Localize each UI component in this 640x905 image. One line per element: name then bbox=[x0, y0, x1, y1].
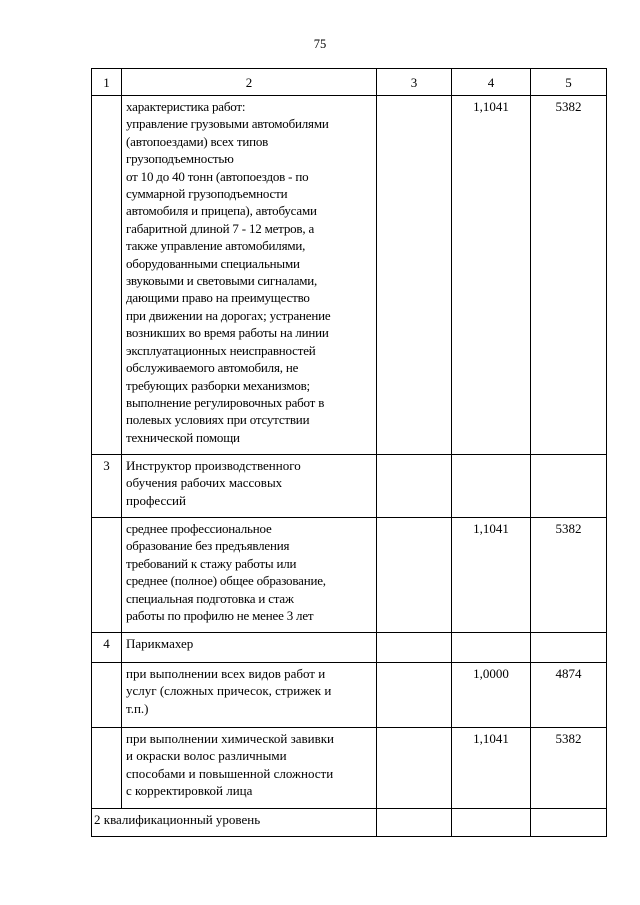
qualification-level-row bbox=[92, 809, 607, 837]
header-cell-4: 4 bbox=[452, 69, 531, 96]
table-row bbox=[92, 455, 607, 518]
row-salary: 5382 bbox=[531, 518, 607, 633]
header-cell-5: 5 bbox=[531, 69, 607, 96]
row-number bbox=[92, 728, 122, 809]
row-col3 bbox=[377, 518, 452, 633]
row-description bbox=[122, 518, 377, 633]
row-description bbox=[122, 455, 377, 518]
table-row bbox=[92, 518, 607, 633]
description-text: при выполнении химической завивки и окраски волос различными способами и повышенной сложности с корректировкой лица bbox=[126, 731, 334, 799]
row-coefficient: 1,1041 bbox=[452, 728, 531, 809]
row-number bbox=[92, 663, 122, 728]
description-text: Инструктор производственного обучения рабочих массовых профессий bbox=[126, 458, 301, 508]
row-salary: 5382 bbox=[531, 96, 607, 455]
salary-table bbox=[91, 68, 607, 837]
row-salary: 4874 bbox=[531, 663, 607, 728]
row-number: 3 bbox=[92, 455, 122, 518]
table-row bbox=[92, 663, 607, 728]
row-col3 bbox=[377, 663, 452, 728]
description-text: Парикмахер bbox=[126, 636, 194, 651]
row-coefficient: 1,1041 bbox=[452, 96, 531, 455]
row-col3 bbox=[377, 455, 452, 518]
row-coefficient bbox=[452, 633, 531, 663]
row-col4 bbox=[452, 809, 531, 837]
row-salary bbox=[531, 455, 607, 518]
row-number bbox=[92, 96, 122, 455]
table-row bbox=[92, 96, 607, 455]
row-col5 bbox=[531, 809, 607, 837]
row-description bbox=[122, 663, 377, 728]
row-col3 bbox=[377, 809, 452, 837]
header-cell-2: 2 bbox=[122, 69, 377, 96]
row-salary: 5382 bbox=[531, 728, 607, 809]
description-text: при выполнении всех видов работ и услуг (сложных причесок, стрижек и т.п.) bbox=[126, 666, 332, 716]
table-row bbox=[92, 633, 607, 663]
row-col3 bbox=[377, 728, 452, 809]
description-text: характеристика работ: управление грузовыми автомобилями (автопоездами) всех типов грузоподъемностью от 10 до 40 тонн (автопоездов - по суммарной грузоподъемности автомобиля и прицепа), автобусами габаритной длиной 7 - 12 метров, а также управление автомобилями, оборудованными специальными звуковыми и световыми сигналами, дающими право на преимущество при движении на дорогах; устранение возникших во время работы на линии эксплуатационных неисправностей обслуживаемого автомобиля, не требующих разборки механизмов; выполнение регулировочных работ в полевых условиях при отсутствии технической помощи bbox=[126, 99, 331, 445]
description-text: среднее профессиональное образование без предъявления требований к стажу работы или среднее (полное) общее образование, специальная подготовка и стаж работы по профилю не менее 3 лет bbox=[126, 521, 326, 624]
row-description bbox=[122, 633, 377, 663]
header-cell-3: 3 bbox=[377, 69, 452, 96]
qualification-level-label: 2 квалификационный уровень bbox=[92, 809, 377, 837]
row-col3 bbox=[377, 633, 452, 663]
row-description bbox=[122, 96, 377, 455]
row-number: 4 bbox=[92, 633, 122, 663]
row-salary bbox=[531, 633, 607, 663]
header-cell-1: 1 bbox=[92, 69, 122, 96]
row-description bbox=[122, 728, 377, 809]
page-number: 75 bbox=[313, 37, 327, 51]
table-header-row bbox=[92, 69, 607, 96]
row-number bbox=[92, 518, 122, 633]
row-coefficient: 1,0000 bbox=[452, 663, 531, 728]
row-coefficient bbox=[452, 455, 531, 518]
row-coefficient: 1,1041 bbox=[452, 518, 531, 633]
row-col3 bbox=[377, 96, 452, 455]
table-row bbox=[92, 728, 607, 809]
